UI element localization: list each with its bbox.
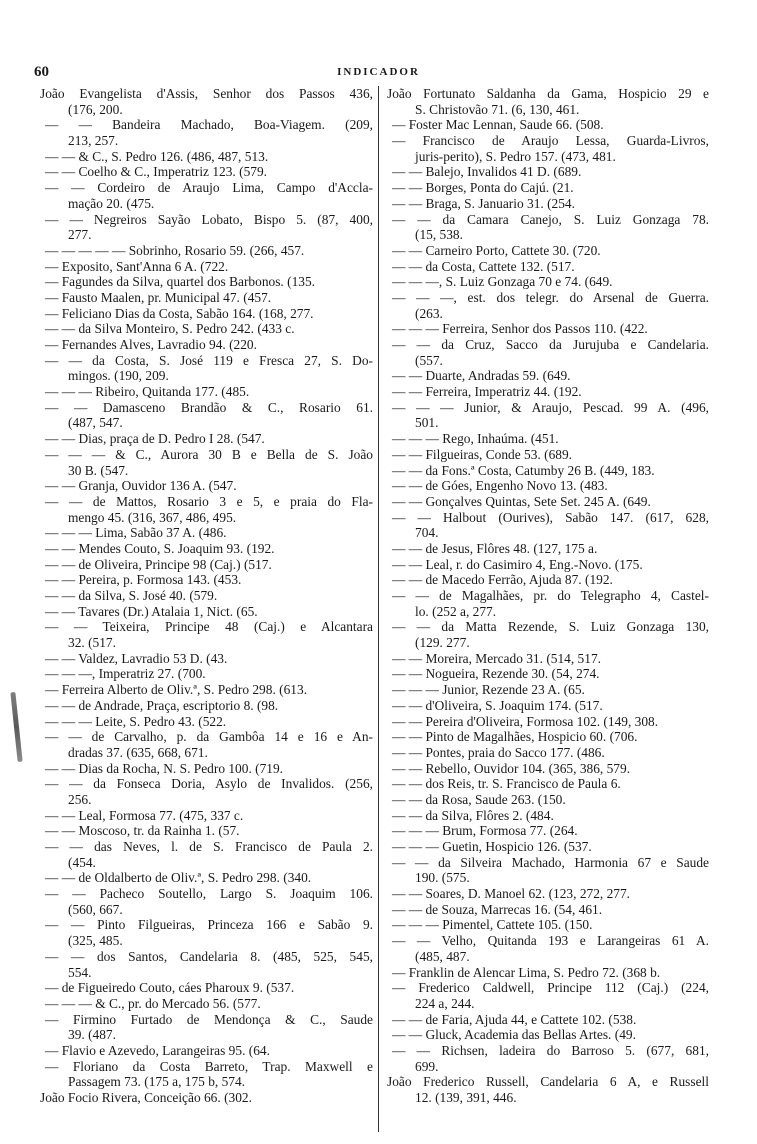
directory-entry bbox=[387, 1074, 709, 1105]
entry-continuation: 256. bbox=[68, 791, 92, 807]
directory-entry bbox=[40, 384, 373, 400]
entry-head: — — — Brum, Formosa 77. (264. bbox=[392, 823, 578, 839]
directory-entry bbox=[387, 729, 709, 745]
entry-continuation: mengo 45. (316, 367, 486, 495. bbox=[68, 509, 237, 525]
entry-continuation: dradas 37. (635, 668, 671. bbox=[68, 744, 208, 760]
entry-head: — — — & C., pr. do Mercado 56. (577. bbox=[45, 995, 261, 1011]
directory-entry bbox=[387, 463, 709, 479]
directory-entry bbox=[387, 180, 709, 196]
directory-entry bbox=[387, 117, 709, 133]
entry-continuation: 277. bbox=[68, 227, 92, 243]
entry-head: — — da Silva, S. José 40. (579. bbox=[45, 588, 218, 603]
entry-head: — — & C., S. Pedro 126. (486, 487, 513. bbox=[45, 148, 269, 164]
entry-continuation: Passagem 73. (175 a, 175 b, 574. bbox=[68, 1074, 246, 1090]
entry-head: — — Ferreira, Imperatriz 44. (192. bbox=[392, 384, 582, 400]
entry-head: — — de Magalhães, pr. do Telegrapho 4, Castel- bbox=[392, 588, 709, 603]
entry-head: — Francisco de Araujo Lessa, Guarda-Livros, bbox=[392, 133, 709, 149]
directory-entry bbox=[40, 870, 373, 886]
entry-head: — — da Silveira Machado, Harmonia 67 e Saude bbox=[392, 854, 709, 870]
directory-entry bbox=[40, 823, 373, 839]
directory-entry bbox=[40, 917, 373, 948]
entry-head: — Feliciano Dias da Costa, Sabão 164. (168, 277. bbox=[45, 305, 314, 321]
entry-head: — — de Mattos, Rosario 3 e 5, e praia do Fla- bbox=[45, 493, 373, 509]
entry-continuation: 12. (139, 391, 446. bbox=[415, 1090, 517, 1105]
entry-head: — — — Junior, Rezende 23 A. (65. bbox=[392, 682, 585, 698]
directory-entry bbox=[387, 400, 709, 431]
directory-entry bbox=[387, 321, 709, 337]
directory-entry bbox=[387, 965, 709, 981]
entry-head: — — Pinto de Magalhães, Hospicio 60. (706. bbox=[392, 729, 638, 745]
directory-entry bbox=[40, 337, 373, 353]
entry-head: — — Moscoso, tr. da Rainha 1. (57. bbox=[45, 823, 240, 839]
running-title: INDICADOR bbox=[337, 66, 420, 78]
entry-head: — Firmino Furtado de Mendonça & C., Saude bbox=[45, 1011, 373, 1027]
page-number: 60 bbox=[34, 64, 49, 80]
directory-entry bbox=[40, 1059, 373, 1090]
entry-head: — — Pereira, p. Formosa 143. (453. bbox=[45, 572, 242, 588]
directory-entry bbox=[40, 682, 373, 698]
directory-entry bbox=[40, 729, 373, 760]
directory-entry bbox=[40, 980, 373, 996]
margin-ink-mark bbox=[10, 692, 22, 762]
entry-head: — — de Góes, Engenho Novo 13. (483. bbox=[392, 478, 608, 494]
directory-entry bbox=[387, 714, 709, 730]
directory-entry bbox=[387, 855, 709, 886]
directory-entry bbox=[387, 431, 709, 447]
directory-entry bbox=[40, 494, 373, 525]
directory-entry bbox=[387, 980, 709, 1011]
entry-head: — — Carneiro Porto, Cattete 30. (720. bbox=[392, 242, 601, 258]
entry-head: — — Soares, D. Manoel 62. (123, 272, 277. bbox=[392, 886, 631, 902]
entry-continuation: (129. 277. bbox=[415, 635, 470, 651]
entry-continuation: 699. bbox=[415, 1058, 439, 1074]
directory-entry bbox=[387, 666, 709, 682]
directory-entry bbox=[387, 1043, 709, 1074]
directory-entry bbox=[40, 949, 373, 980]
entry-continuation: lo. (252 a, 277. bbox=[415, 603, 497, 619]
directory-entry bbox=[387, 243, 709, 259]
entry-head: — — — & C., Aurora 30 B e Bella de S. João bbox=[45, 446, 373, 462]
entry-head: — — dos Santos, Candelaria 8. (485, 525, 545, bbox=[45, 948, 373, 964]
directory-entry bbox=[387, 86, 709, 117]
entry-head: — — — Guetin, Hospicio 126. (537. bbox=[392, 839, 592, 854]
directory-entry bbox=[387, 761, 709, 777]
entry-head: — — da Silva, Flôres 2. (484. bbox=[392, 807, 554, 823]
entry-head: — — de Faria, Ajuda 44, e Cattete 102. (538. bbox=[392, 1011, 637, 1027]
entry-head: — — —, S. Luiz Gonzaga 70 e 74. (649. bbox=[392, 274, 613, 290]
entry-head: — — de Souza, Marrecas 16. (54, 461. bbox=[392, 901, 603, 917]
left-column bbox=[40, 86, 373, 1106]
entry-head: — — —, Imperatriz 27. (700. bbox=[45, 666, 206, 682]
directory-entry bbox=[387, 274, 709, 290]
directory-entry bbox=[387, 792, 709, 808]
directory-entry bbox=[40, 447, 373, 478]
directory-entry bbox=[40, 321, 373, 337]
entry-head: — — dos Reis, tr. S. Francisco de Paula 6. bbox=[392, 776, 621, 792]
entry-head: — — de Jesus, Flôres 48. (127, 175 a. bbox=[392, 540, 598, 556]
entry-head: — — — Ferreira, Senhor dos Passos 110. (422. bbox=[392, 321, 648, 337]
directory-entry bbox=[40, 1012, 373, 1043]
entry-head: — — Nogueira, Rezende 30. (54, 274. bbox=[392, 666, 600, 682]
directory-entry bbox=[40, 572, 373, 588]
directory-entry bbox=[387, 588, 709, 619]
directory-entry bbox=[40, 259, 373, 275]
entry-head: — — Balejo, Invalidos 41 D. (689. bbox=[392, 164, 582, 180]
entry-continuation: (15, 538. bbox=[415, 227, 463, 243]
entry-head: — — Gluck, Academia das Bellas Artes. (49. bbox=[392, 1027, 636, 1043]
entry-head: — — Negreiros Sayão Lobato, Bispo 5. (87, 400, bbox=[45, 211, 373, 227]
entry-head: — — da Fons.ª Costa, Catumby 26 B. (449, 183. bbox=[392, 462, 655, 478]
directory-entry bbox=[40, 1090, 373, 1106]
entry-continuation: (560, 667. bbox=[68, 901, 123, 917]
entry-head: — — Mendes Couto, S. Joaquim 93. (192. bbox=[45, 540, 275, 556]
directory-entry bbox=[387, 510, 709, 541]
entry-head: — — Bandeira Machado, Boa-Viagem. (209, bbox=[45, 117, 373, 133]
directory-entry bbox=[40, 400, 373, 431]
directory-entry bbox=[40, 996, 373, 1012]
entry-continuation: 554. bbox=[68, 964, 92, 980]
directory-entry bbox=[40, 604, 373, 620]
entry-head: — — Moreira, Mercado 31. (514, 517. bbox=[392, 650, 601, 666]
directory-entry bbox=[40, 290, 373, 306]
entry-head: — — da Cruz, Sacco da Jurujuba e Candelaria. bbox=[392, 337, 709, 352]
entry-head: — — — — — Sobrinho, Rosario 59. (266, 457. bbox=[45, 242, 305, 258]
directory-entry bbox=[387, 212, 709, 243]
entry-head: — Foster Mac Lennan, Saude 66. (508. bbox=[392, 117, 604, 133]
entry-head: João Fortunato Saldanha da Gama, Hospicio 29 e bbox=[387, 86, 709, 101]
entry-head: — — Halbout (Ourives), Sabão 147. (617, 628, bbox=[392, 509, 709, 525]
entry-head: — — — Leite, S. Pedro 43. (522. bbox=[45, 713, 227, 729]
directory-entry bbox=[40, 839, 373, 870]
entry-head: — — Dias, praça de D. Pedro I 28. (547. bbox=[45, 431, 265, 447]
directory-entry bbox=[40, 149, 373, 165]
directory-entry bbox=[40, 525, 373, 541]
entry-continuation: juris-perito), S. Pedro 157. (473, 481. bbox=[415, 148, 616, 164]
entry-head: — — — Rego, Inhaúma. (451. bbox=[392, 431, 559, 447]
directory-entry bbox=[387, 478, 709, 494]
entry-head: — — da Rosa, Saude 263. (150. bbox=[392, 791, 566, 807]
entry-head: — Floriano da Costa Barreto, Trap. Maxwell e bbox=[45, 1058, 373, 1074]
entry-head: — — da Matta Rezende, S. Luiz Gonzaga 130, bbox=[392, 619, 709, 635]
directory-entry bbox=[387, 557, 709, 573]
entry-head: — — Tavares (Dr.) Atalaia 1, Nict. (65. bbox=[45, 603, 258, 619]
entry-head: — — de Andrade, Praça, escriptorio 8. (98. bbox=[45, 697, 279, 713]
entry-continuation: 30 B. (547. bbox=[68, 462, 129, 478]
entry-continuation: mação 20. (475. bbox=[68, 195, 155, 211]
directory-entry bbox=[387, 164, 709, 180]
directory-entry bbox=[40, 541, 373, 557]
entry-continuation: 32. (517. bbox=[68, 635, 116, 651]
directory-entry bbox=[40, 274, 373, 290]
entry-head: — — de Carvalho, p. da Gambôa 14 e 16 e An- bbox=[45, 729, 373, 745]
directory-entry bbox=[40, 776, 373, 807]
directory-entry bbox=[387, 494, 709, 510]
entry-head: — — Filgueiras, Conde 53. (689. bbox=[392, 446, 573, 462]
entry-head: — — das Neves, l. de S. Francisco de Paula 2. bbox=[45, 839, 373, 854]
entry-head: — — da Silva Monteiro, S. Pedro 242. (433 c. bbox=[45, 321, 295, 337]
entry-head: João Frederico Russell, Candelaria 6 A, e Russell bbox=[387, 1074, 709, 1090]
entry-head: — — Damasceno Brandão & C., Rosario 61. bbox=[45, 399, 373, 415]
directory-entry bbox=[40, 619, 373, 650]
entry-head: — — Velho, Quitanda 193 e Larangeiras 61 A. bbox=[392, 933, 709, 949]
directory-entry bbox=[40, 557, 373, 573]
entry-continuation: 39. (487. bbox=[68, 1027, 116, 1043]
directory-entry bbox=[40, 666, 373, 682]
directory-entry bbox=[40, 212, 373, 243]
directory-entry bbox=[40, 478, 373, 494]
entry-head: — Franklin de Alencar Lima, S. Pedro 72. (368 b. bbox=[392, 964, 661, 980]
directory-entry bbox=[387, 839, 709, 855]
entry-head: — — Leal, r. do Casimiro 4, Eng.-Novo. (175. bbox=[392, 556, 643, 572]
entry-head: — — Pinto Filgueiras, Princeza 166 e Sabão 9. bbox=[45, 917, 373, 933]
directory-entry bbox=[40, 808, 373, 824]
directory-entry bbox=[387, 133, 709, 164]
entry-continuation: (176, 200. bbox=[68, 101, 123, 117]
entry-head: — Fernandes Alves, Lavradio 94. (220. bbox=[45, 337, 257, 352]
directory-entry bbox=[387, 447, 709, 463]
entry-head: — — Cordeiro de Araujo Lima, Campo d'Accla- bbox=[45, 180, 373, 196]
entry-continuation: (485, 487. bbox=[415, 948, 470, 964]
entry-continuation: 213, 257. bbox=[68, 133, 119, 149]
right-column bbox=[387, 86, 709, 1106]
column-divider bbox=[378, 86, 379, 1132]
entry-continuation: mingos. (190, 209. bbox=[68, 368, 169, 384]
directory-entry bbox=[387, 337, 709, 368]
directory-entry bbox=[387, 196, 709, 212]
entry-head: — — Duarte, Andradas 59. (649. bbox=[392, 368, 571, 384]
entry-head: — Fagundes da Silva, quartel dos Barbonos. (135. bbox=[45, 274, 316, 290]
entry-head: — — Borges, Ponta do Cajú. (21. bbox=[392, 180, 574, 196]
entry-head: — — — Junior, & Araujo, Pescad. 99 A. (496, bbox=[392, 399, 709, 415]
entry-head: — — da Fonseca Doria, Asylo de Invalidos. (256, bbox=[45, 776, 373, 792]
entry-continuation: S. Christovão 71. (6, 130, 461. bbox=[415, 101, 580, 117]
directory-entry bbox=[40, 698, 373, 714]
entry-head: — — Braga, S. Januario 31. (254. bbox=[392, 195, 575, 211]
entry-continuation: (557. bbox=[415, 352, 443, 368]
entry-head: — Fausto Maalen, pr. Municipal 47. (457. bbox=[45, 289, 272, 305]
directory-entry bbox=[40, 86, 373, 117]
directory-entry bbox=[387, 541, 709, 557]
directory-entry bbox=[40, 714, 373, 730]
entry-head: — — de Oldalberto de Oliv.ª, S. Pedro 298. (340. bbox=[45, 870, 312, 886]
entry-head: — — Teixeira, Principe 48 (Caj.) e Alcantara bbox=[45, 619, 373, 635]
entry-head: — — Valdez, Lavradio 53 D. (43. bbox=[45, 650, 228, 666]
directory-entry bbox=[387, 619, 709, 650]
entry-head: — — Gonçalves Quintas, Sete Set. 245 A. (649. bbox=[392, 493, 651, 509]
entry-head: — — Granja, Ouvidor 136 A. (547. bbox=[45, 478, 237, 494]
entry-head: — — — Lima, Sabão 37 A. (486. bbox=[45, 525, 227, 541]
directory-entry bbox=[387, 933, 709, 964]
entry-head: — — Rebello, Ouvidor 104. (365, 386, 579. bbox=[392, 760, 631, 776]
entry-head: — Ferreira Alberto de Oliv.ª, S. Pedro 298. (613. bbox=[45, 682, 308, 698]
entry-head: — — — Pimentel, Cattete 105. (150. bbox=[392, 917, 593, 933]
entry-continuation: (263. bbox=[415, 305, 443, 321]
entry-continuation: (487, 547. bbox=[68, 415, 123, 431]
entry-continuation: 501. bbox=[415, 415, 439, 431]
directory-entry bbox=[40, 117, 373, 148]
entry-head: — — de Macedo Ferrão, Ajuda 87. (192. bbox=[392, 572, 613, 588]
entry-continuation: 190. (575. bbox=[415, 870, 470, 886]
entry-head: João Focio Rivera, Conceição 66. (302. bbox=[40, 1090, 252, 1105]
entry-head: — — Pacheco Soutello, Largo S. Joaquim 106. bbox=[45, 886, 373, 902]
entry-head: — — — Ribeiro, Quitanda 177. (485. bbox=[45, 384, 250, 400]
directory-entry bbox=[40, 353, 373, 384]
directory-entry bbox=[387, 1012, 709, 1028]
entry-continuation: (454. bbox=[68, 854, 96, 870]
directory-entry bbox=[40, 164, 373, 180]
directory-entry bbox=[387, 368, 709, 384]
entry-head: — — Pereira d'Oliveira, Formosa 102. (149, 308. bbox=[392, 713, 659, 729]
entry-head: — — da Camara Canejo, S. Luiz Gonzaga 78. bbox=[392, 211, 709, 227]
directory-entry bbox=[387, 698, 709, 714]
entry-head: — — da Costa, Cattete 132. (517. bbox=[392, 258, 575, 274]
entry-head: — Frederico Caldwell, Principe 112 (Caj.) (224, bbox=[392, 980, 709, 996]
entry-continuation: 704. bbox=[415, 525, 439, 541]
entry-head: — — Pontes, praia do Sacco 177. (486. bbox=[392, 744, 605, 760]
entry-head: — Flavio e Azevedo, Larangeiras 95. (64. bbox=[45, 1042, 270, 1058]
entry-head: — — d'Oliveira, S. Joaquim 174. (517. bbox=[392, 697, 603, 713]
entry-head: — — de Oliveira, Principe 98 (Caj.) (517. bbox=[45, 556, 272, 572]
directory-entry bbox=[387, 682, 709, 698]
directory-entry bbox=[40, 761, 373, 777]
directory-entry bbox=[387, 902, 709, 918]
directory-entry bbox=[387, 745, 709, 761]
entry-head: — — —, est. dos telegr. do Arsenal de Guerra. bbox=[392, 289, 709, 305]
directory-entry bbox=[40, 651, 373, 667]
directory-entry bbox=[387, 776, 709, 792]
directory-entry bbox=[387, 259, 709, 275]
directory-entry bbox=[387, 651, 709, 667]
directory-entry bbox=[40, 306, 373, 322]
directory-entry bbox=[40, 886, 373, 917]
entry-head: João Evangelista d'Assis, Senhor dos Passos 436, bbox=[40, 86, 373, 101]
directory-entry bbox=[40, 588, 373, 604]
directory-entry bbox=[387, 572, 709, 588]
directory-entry bbox=[40, 243, 373, 259]
entry-head: — — da Costa, S. José 119 e Fresca 27, S. Do- bbox=[45, 352, 373, 368]
entry-continuation: (325, 485. bbox=[68, 933, 123, 949]
directory-entry bbox=[387, 1027, 709, 1043]
directory-entry bbox=[387, 808, 709, 824]
directory-entry bbox=[387, 917, 709, 933]
entry-head: — — Richsen, ladeira do Barroso 5. (677, 681, bbox=[392, 1042, 709, 1058]
entry-head: — — Coelho & C., Imperatriz 123. (579. bbox=[45, 164, 268, 180]
directory-entry bbox=[387, 384, 709, 400]
directory-entry bbox=[40, 180, 373, 211]
directory-entry bbox=[387, 886, 709, 902]
directory-entry bbox=[40, 1043, 373, 1059]
entry-continuation: 224 a, 244. bbox=[415, 995, 475, 1011]
directory-entry bbox=[40, 431, 373, 447]
entry-head: — — Dias da Rocha, N. S. Pedro 100. (719. bbox=[45, 760, 284, 776]
entry-head: — — Leal, Formosa 77. (475, 337 c. bbox=[45, 807, 244, 823]
directory-entry bbox=[387, 823, 709, 839]
entry-head: — de Figueiredo Couto, cáes Pharoux 9. (537. bbox=[45, 980, 295, 996]
directory-entry bbox=[387, 290, 709, 321]
entry-head: — Exposito, Sant'Anna 6 A. (722. bbox=[45, 258, 229, 274]
